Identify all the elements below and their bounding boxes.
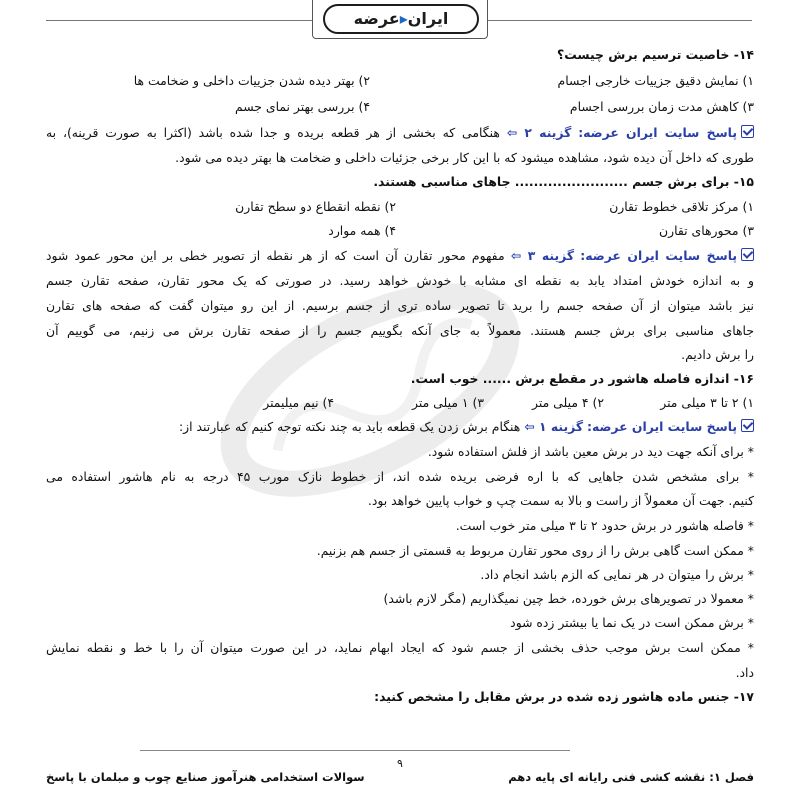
answer-text: هنگامی که بخشی از هر قطعه بریده و جدا شده باشد (اکثرا به صورت قرینه)، به	[46, 125, 500, 140]
q15-option-3: ۳) محورهای تقارن	[659, 223, 754, 238]
q15-answer-line-2: و به اندازه خودش امتداد یابد به نقطه ای مشابه با خودش خواهد رسید. در صورتی که یک محور تقارن، صفحه تقارن جسم	[46, 273, 754, 288]
q15-option-2: ۲) نقطه انقطاع دو سطح تقارن	[235, 199, 396, 214]
answer-text: هنگام برش زدن یک قطعه باید به چند نکته توجه کنیم که عبارتند از:	[178, 419, 521, 434]
header-rule-left	[46, 20, 312, 21]
checkbox-icon	[741, 248, 754, 261]
q16-option-1: ۱) ۲ تا ۳ میلی متر	[660, 395, 754, 410]
q16-bullet: * برای مشخص شدن جاهایی که با اره فرضی بریده شده اند، از خطوط نازک مورب ۴۵ درجه به نام هاشور استفاده می	[46, 469, 754, 484]
q16-bullet: * برای آنکه جهت دید در برش معین باشد از فلش استفاده شود.	[427, 444, 754, 459]
q16-bullet: * معمولا در تصویرهای برش خورده، خط چین نمیگذاریم (مگر لازم باشد)	[383, 591, 754, 606]
q16-bullet: * ممکن است برش موجب حذف بخشی از جسم شود که ایجاد ابهام نماید، در این صورت میتوان آن را با خط و نقطه نمایش	[46, 640, 754, 655]
q16-bullet: کنیم. جهت آن معمولاً از راست و بالا به سمت چپ و خواب پایین خواهد بود.	[367, 493, 754, 508]
question-15: ۱۵- برای برش جسم ........................ جاهای مناسبی هستند.	[373, 174, 754, 189]
footer-chapter: فصل ۱: نقشه کشی فنی رایانه ای پایه دهم	[508, 770, 754, 784]
q16-option-2: ۲) ۴ میلی متر	[532, 395, 604, 410]
brand-logo	[323, 4, 479, 34]
q14-option-1: ۱) نمایش دقیق جزییات خارجی اجسام	[557, 73, 754, 88]
brand-logo-text: ایران▸عرضه	[353, 9, 449, 28]
question-14: ۱۴- خاصیت ترسیم برش چیست؟	[557, 47, 754, 62]
q16-bullet: داد.	[735, 665, 754, 680]
answer-label: پاسخ سایت ایران عرضه:	[580, 248, 738, 263]
checkbox-icon	[741, 419, 754, 432]
question-17: ۱۷- جنس ماده هاشور زده شده در برش مقابل را مشخص کنید:	[374, 689, 754, 704]
q14-answer-line-2: طوری که داخل آن دیده شود، مشاهده میشود که با این کار برخی جزئیات داخلی و ضخامت ها بهتر دیده می شود.	[175, 150, 754, 165]
answer-choice: گزینه ۱ ⇦	[524, 419, 584, 434]
q16-bullet: * ممکن است گاهی برش را از روی محور تقارن مربوط به قسمتی از جسم هم بزنیم.	[316, 543, 754, 558]
q16-option-4: ۴) نیم میلیمتر	[263, 395, 334, 410]
header-logo-tab	[312, 0, 488, 39]
answer-choice: گزینه ۳ ⇦	[510, 248, 575, 263]
q15-answer-line-5: را برش دادیم.	[681, 347, 754, 362]
checkbox-icon	[741, 125, 754, 138]
q14-option-2: ۲) بهتر دیده شدن جزییات داخلی و ضخامت ها	[133, 73, 370, 88]
footer-rule	[140, 750, 570, 751]
q16-answer	[46, 418, 754, 436]
footer-book-title: سوالات استخدامی هنرآموز صنایع چوب و مبلمان با پاسخ	[46, 770, 365, 784]
q14-option-4: ۴) بررسی بهتر نمای جسم	[234, 99, 370, 114]
question-16: ۱۶- اندازه فاصله هاشور در مقطع برش ...... خوب است.	[410, 371, 754, 386]
answer-choice: گزینه ۲ ⇦	[506, 125, 572, 140]
answer-text: مفهوم محور تقارن آن است که از هر نقطه از تصویر خطی بر این محور عمود شود	[46, 248, 505, 263]
q14-answer	[46, 124, 754, 142]
q15-answer-line-3: نیز باشد میتوان از آن صفحه جسم را برید تا تصویر ساده تری از جسم برسیم. از این رو میتوان گفت که صفحه های تقارن	[46, 298, 754, 313]
header-rule-right	[486, 20, 752, 21]
q16-bullet: * برش را میتوان در هر نمایی که الزم باشد انجام داد.	[480, 567, 754, 582]
q15-answer	[46, 247, 754, 265]
answer-label: پاسخ سایت ایران عرضه:	[586, 419, 737, 434]
q16-bullet: * برش ممکن است در یک نما یا بیشتر زده شود	[510, 615, 754, 630]
answer-label: پاسخ سایت ایران عرضه:	[578, 125, 737, 140]
q16-bullet: * فاصله هاشور در برش حدود ۲ تا ۳ میلی متر خوب است.	[455, 518, 754, 533]
q15-option-4: ۴) همه موارد	[328, 223, 396, 238]
q14-option-3: ۳) کاهش مدت زمان بررسی اجسام	[569, 99, 754, 114]
q15-option-1: ۱) مرکز تلاقی خطوط تقارن	[609, 199, 754, 214]
page-number: ۹	[397, 757, 403, 770]
q16-option-3: ۳) ۱ میلی متر	[412, 395, 484, 410]
q15-answer-line-4: جاهای مناسبی برای برش جسم هستند. معمولاً به جای آنکه بگوییم جسم را از صفحه تقارن برش می زنیم، می گوییم آن	[46, 323, 754, 338]
